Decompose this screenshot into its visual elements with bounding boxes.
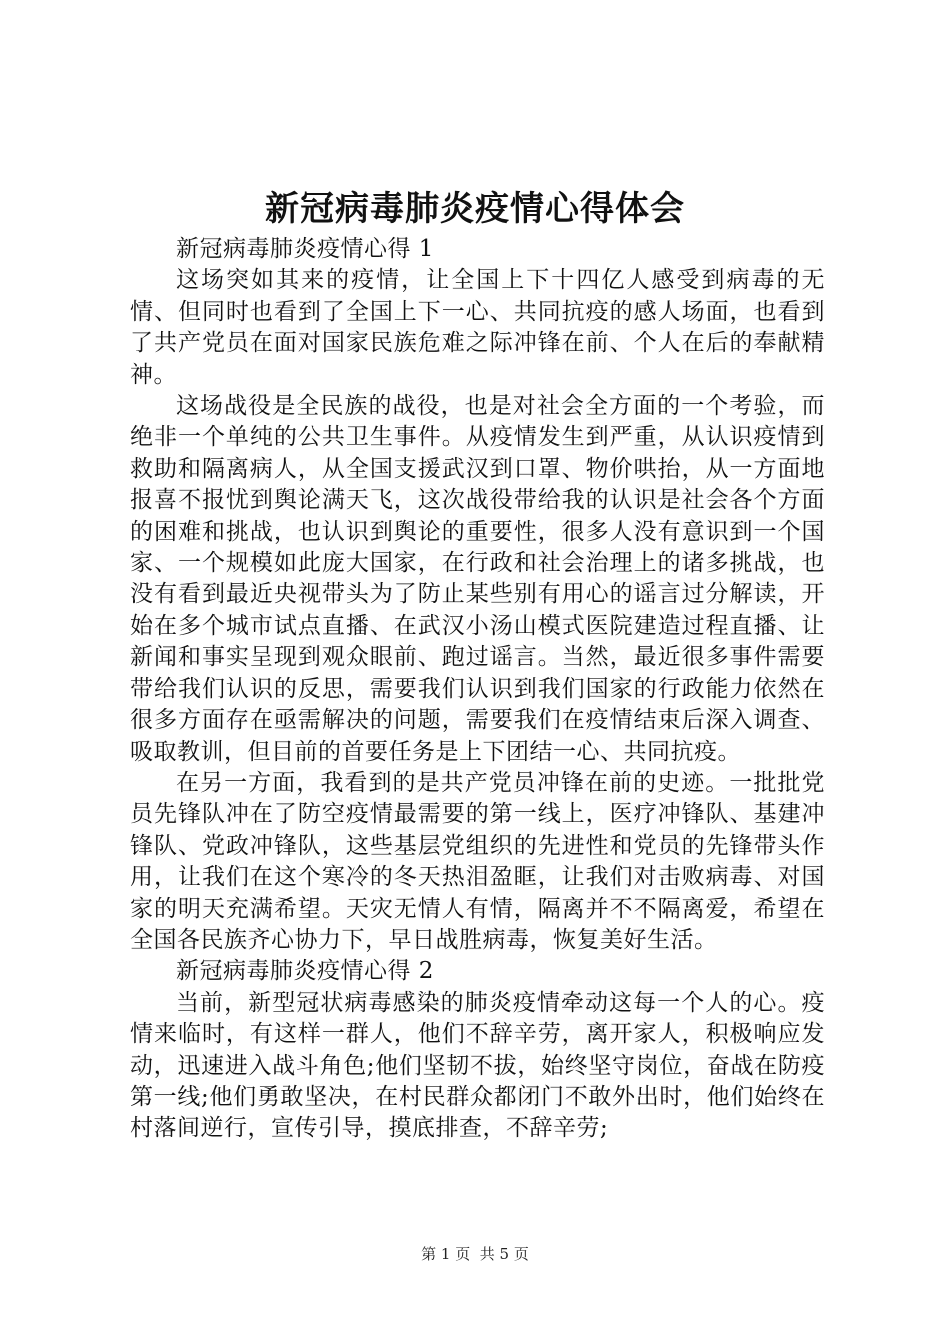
- paragraph: 在另一方面，我看到的是共产党员冲锋在前的史迹。一批批党员先锋队冲在了防空疫情最需要的第一线上，医疗冲锋队、基建冲锋队、党政冲锋队，这些基层党组织的先进性和党员的先锋带头作用，让我们在这个寒冷的冬天热泪盈眶，让我们对击败病毒、对国家的明天充满希望。天灾无情人有情，隔离并不不隔离爱，希望在全国各民族齐心协力下，早日战胜病毒，恢复美好生活。: [130, 769, 825, 953]
- section-heading: 新冠病毒肺炎疫情心得 2: [176, 958, 434, 985]
- document-body: [130, 234, 825, 1145]
- paragraph: 这场战役是全民族的战役，也是对社会全方面的一个考验，而绝非一个单纯的公共卫生事件。从疫情发生到严重，从认识疫情到救助和隔离病人，从全国支援武汉到口罩、物价哄抬，从一方面地报喜不报忧到舆论满天飞，这次战役带给我的认识是社会各个方面的困难和挑战，也认识到舆论的重要性，很多人没有意识到一个国家、一个规模如此庞大国家，在行政和社会治理上的诸多挑战，也没有看到最近央视带头为了防止某些别有用心的谣言过分解读，开始在多个城市试点直播、在武汉小汤山模式医院建造过程直播、让新闻和事实呈现到观众眼前、跑过谣言。当然，最近很多事件需要带给我们认识的反思，需要我们认识到我们国家的行政能力依然在很多方面存在亟需解决的问题，需要我们在疫情结束后深入调查、吸取教训，但目前的首要任务是上下团结一心、共同抗疫。: [130, 393, 825, 765]
- document-title: 新冠病毒肺炎疫情心得体会: [265, 189, 685, 229]
- paragraph: 这场突如其来的疫情，让全国上下十四亿人感受到病毒的无情、但同时也看到了全国上下一心、共同抗疫的感人场面，也看到了共产党员在面对国家民族危难之际冲锋在前、个人在后的奉献精神。: [130, 267, 825, 388]
- paragraph: 当前，新型冠状病毒感染的肺炎疫情牵动这每一个人的心。疫情来临时，有这样一群人，他们不辞辛劳，离开家人，积极响应发动，迅速进入战斗角色;他们坚韧不拔，始终坚守岗位，奋战在防疫第一线;他们勇敢坚决，在村民群众都闭门不敢外出时，他们始终在村落间逆行，宣传引导，摸底排查，不辞辛劳;: [130, 989, 825, 1142]
- section-heading: 新冠病毒肺炎疫情心得 1: [176, 236, 434, 262]
- page-number: 第 1 页 共 5 页: [421, 1245, 529, 1263]
- page-footer: [0, 1244, 950, 1264]
